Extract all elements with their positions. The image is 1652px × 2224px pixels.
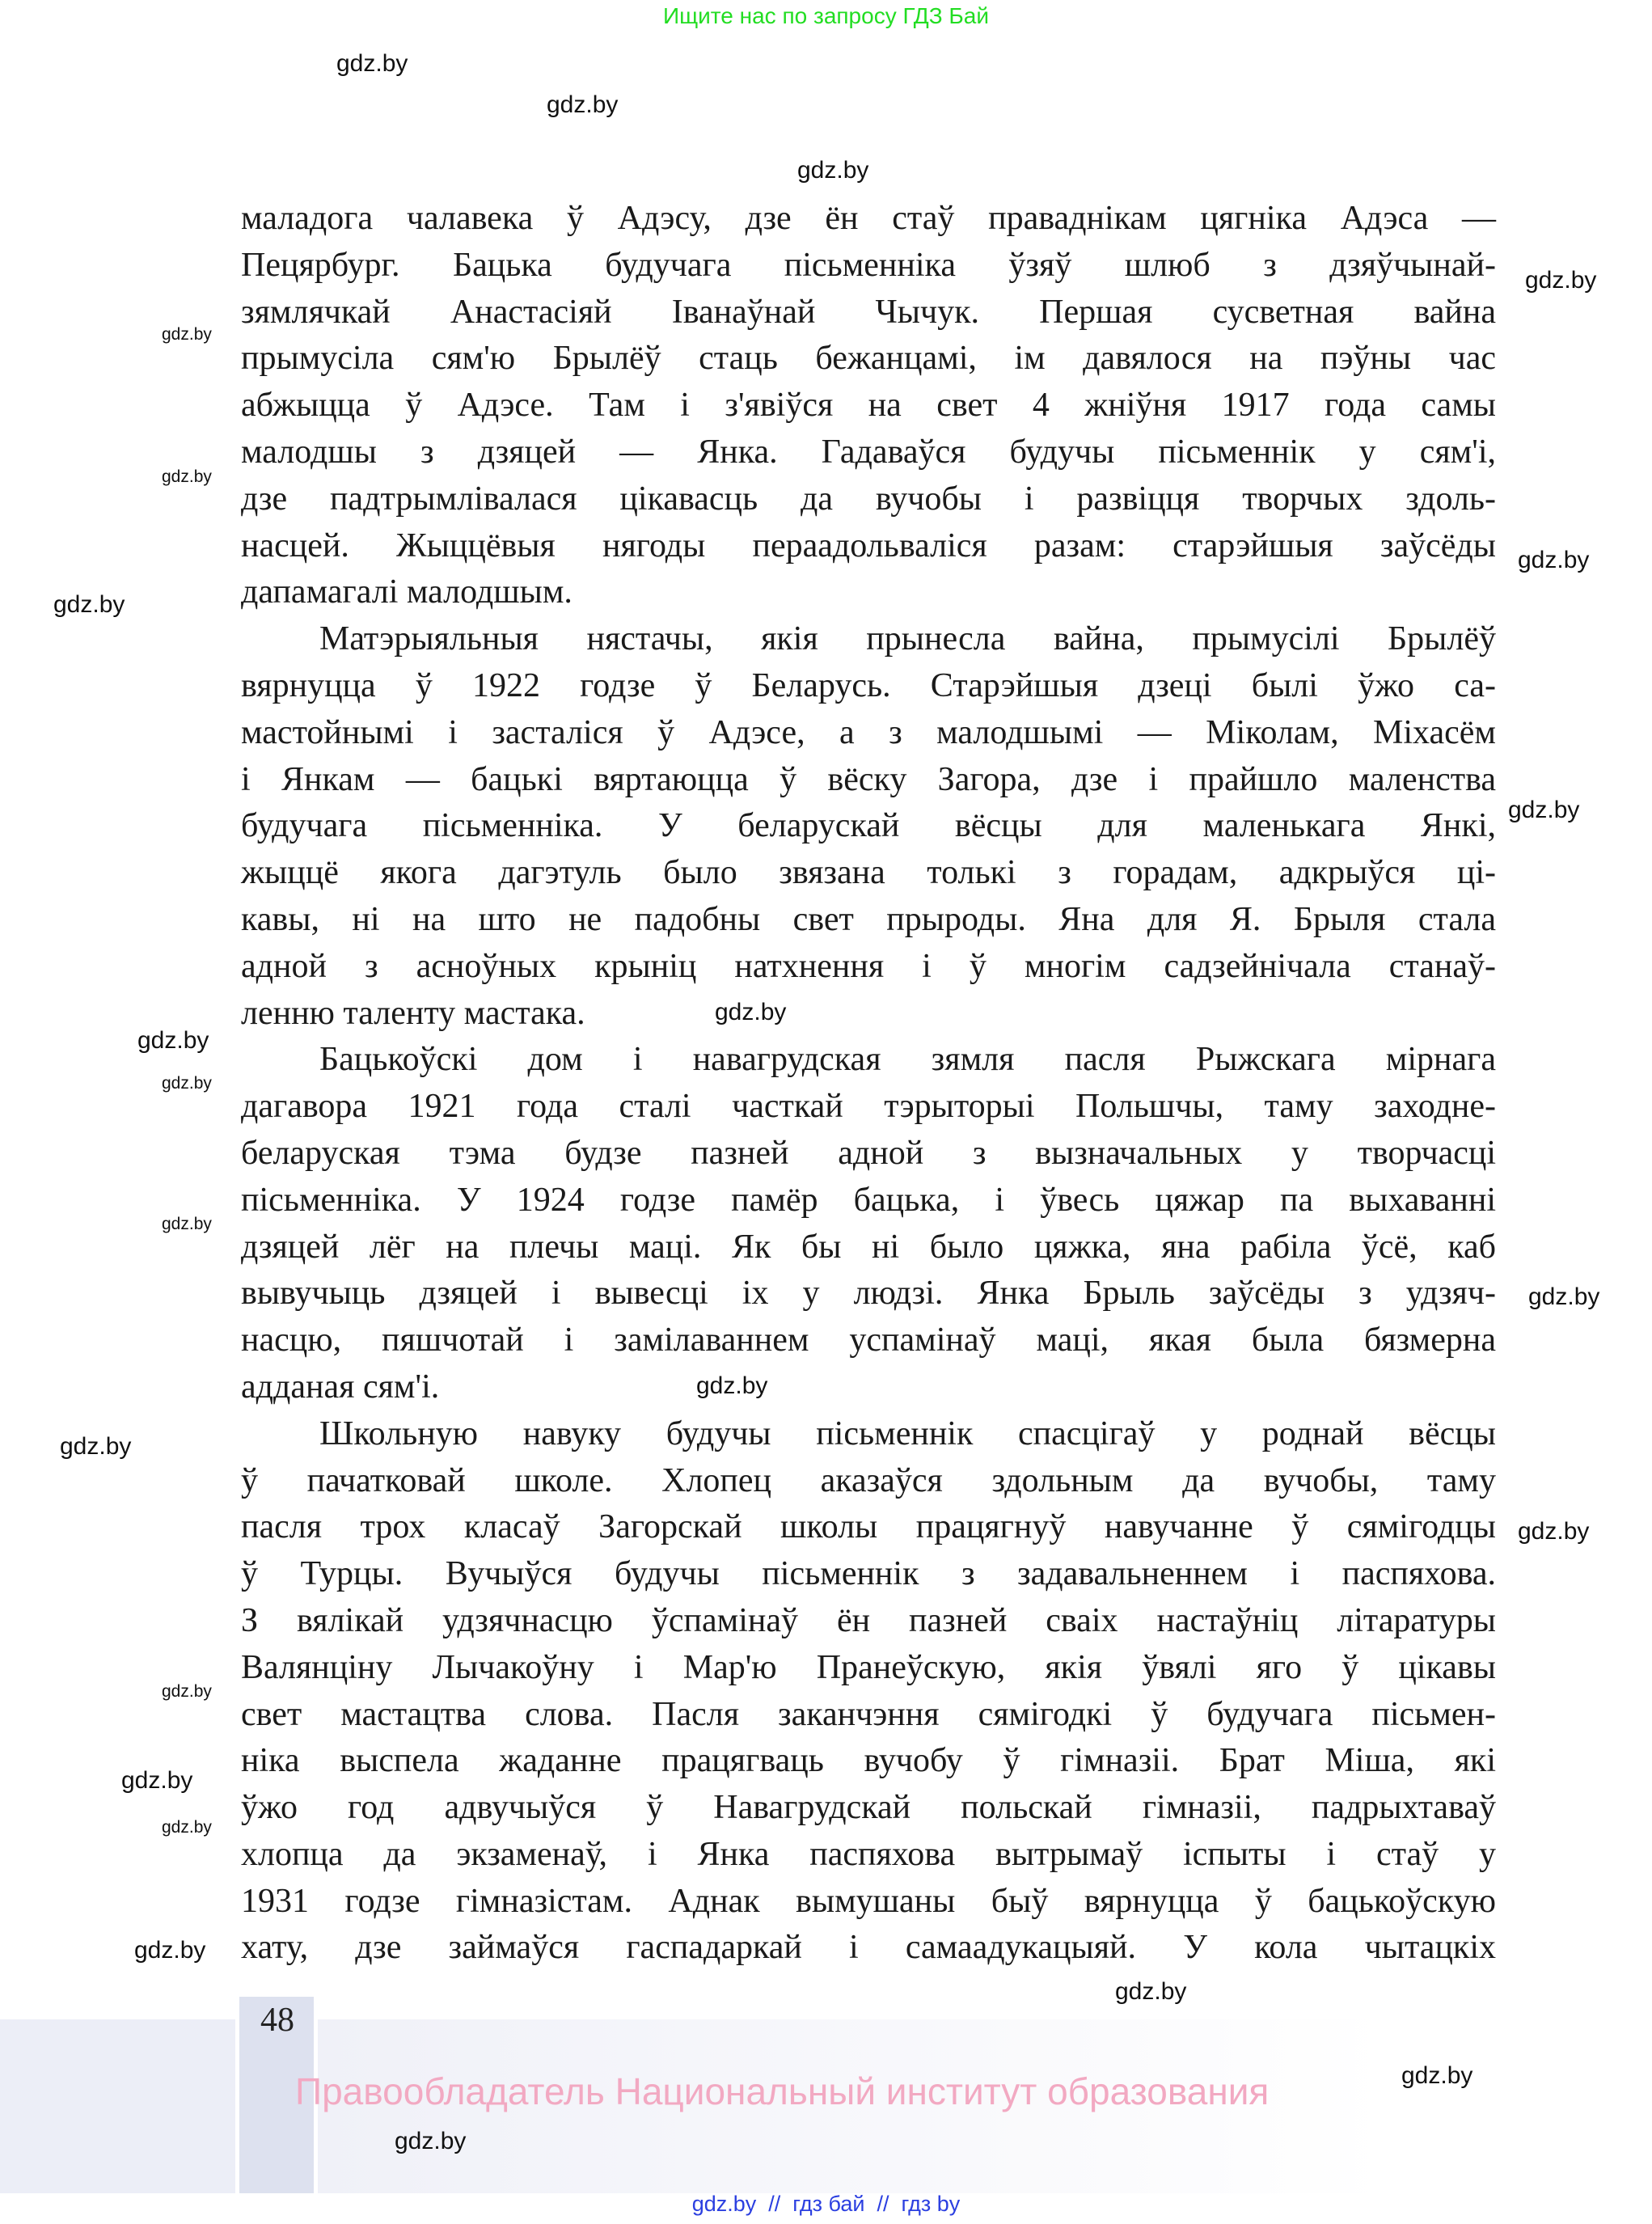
footer-band-left [0, 2019, 235, 2193]
text-line: Школьную навуку будучы пісьменнік спасцігаў у роднай вёсцы [319, 1414, 1496, 1452]
text-line: беларуская тэма будзе пазней адной з вызначальных у творчасці [241, 1134, 1496, 1172]
text-line-row [241, 850, 1496, 897]
gdz-watermark: gdz.by [1518, 1518, 1590, 1545]
text-line-row [241, 757, 1496, 804]
text-line-row [241, 1738, 1496, 1785]
text-line-row [241, 1037, 1496, 1084]
gdz-watermark: gdz.by [162, 1215, 212, 1233]
text-line: вярнуцца ў 1922 годзе ў Беларусь. Старэйшыя дзеці былі ўжо са- [241, 666, 1496, 704]
gdz-watermark: gdz.by [53, 591, 125, 618]
gdz-watermark: gdz.by [1525, 267, 1597, 294]
text-line: ў Турцы. Вучыўся будучы пісьменнік з задавальненнем і паспяхова. [241, 1555, 1496, 1593]
text-line-row [241, 196, 1496, 243]
rights-holder-watermark: Правообладатель Национальный институт образования [295, 2070, 1270, 2112]
text-line: і Янкам — бацькі вяртаюцца ў вёску Загора, дзе і прайшло маленства [241, 760, 1496, 798]
gdz-watermark: gdz.by [162, 325, 212, 344]
text-line-row [241, 663, 1496, 710]
text-line: З вялікай удзячнасцю ўспамінаў ён пазней сваіх настаўніц літаратуры [241, 1601, 1496, 1639]
text-line: дзе падтрымлівалася цікавасць да вучобы і развіцця творчых здоль- [241, 480, 1496, 518]
text-line: адной з асноўных крыніц натхнення і ў многім садзейнічала станаў- [241, 947, 1496, 985]
text-line-row [241, 897, 1496, 944]
gdz-watermark: gdz.by [1115, 1978, 1187, 2005]
text-line-row [241, 1785, 1496, 1832]
gdz-watermark: gdz.by [696, 1372, 768, 1399]
text-line: Бацькоўскі дом і навагрудская зямля пасля Рыжскага мірнага [319, 1041, 1496, 1079]
text-line: Матэрыяльныя нястачы, якія прынесла вайна, прымусілі Брылёў [319, 620, 1496, 658]
gdz-watermark: gdz.by [1508, 797, 1580, 823]
gdz-watermark: gdz.by [1518, 547, 1590, 573]
text-line-row [241, 336, 1496, 383]
text-line: малодшы з дзяцей — Янка. Гадаваўся будучы пісьменнік у сям'і, [241, 433, 1496, 471]
text-line-row [241, 1879, 1496, 1926]
text-line: будучага пісьменніка. У беларускай вёсцы для маленькага Янкі, [241, 807, 1496, 845]
text-line-row [241, 1317, 1496, 1364]
text-line-row [241, 1925, 1496, 1972]
text-line: дапамагалі малодшым. [241, 573, 572, 611]
gdz-watermark: gdz.by [1401, 2062, 1473, 2089]
gdz-watermark: gdz.by [715, 999, 787, 1025]
text-line: ніка выспела жаданне працягваць вучобу ў гімназіі. Брат Міша, які [241, 1742, 1496, 1780]
text-line-row [241, 1692, 1496, 1739]
text-line-row [241, 991, 1496, 1038]
paragraph [241, 1411, 1496, 1972]
text-line-row [241, 1178, 1496, 1224]
text-line: хлопца да экзаменаў, і Янка паспяхова вытрымаў іспыты і стаў у [241, 1835, 1496, 1873]
text-line: Пецярбург. Бацька будучага пісьменніка ўзяў шлюб з дзяўчынай- [241, 246, 1496, 284]
gdz-watermark: gdz.by [336, 50, 408, 77]
text-line-row [241, 243, 1496, 290]
text-line: ленню таленту мастака. [241, 994, 585, 1032]
text-line-row [241, 1131, 1496, 1178]
text-line: насцю, пяшчотай і замілаваннем успамінаў маці, якая была бязмерна [241, 1321, 1496, 1359]
text-line-row [241, 1224, 1496, 1271]
gdz-watermark: gdz.by [60, 1433, 132, 1460]
text-line: прымусіла сям'ю Брылёў стаць бежанцамі, ім давялося на пэўны час [241, 340, 1496, 378]
text-line-row [241, 476, 1496, 523]
text-line-row [241, 1364, 1496, 1411]
text-line-row [241, 710, 1496, 757]
text-line-row [241, 1832, 1496, 1879]
footer-links[interactable]: gdz.by // гдз бай // гдз by [691, 2192, 961, 2216]
text-line-row [241, 1598, 1496, 1645]
gdz-watermark: gdz.by [134, 1937, 206, 1964]
paragraph [241, 196, 1496, 616]
gdz-watermark: gdz.by [395, 2128, 467, 2154]
page-number: 48 [260, 2002, 294, 2039]
text-line: адданая сям'і. [241, 1368, 440, 1406]
body-text [241, 196, 1496, 1972]
text-line: дагавора 1921 года сталі часткай тэрыторыі Польшчы, таму заходне- [241, 1088, 1496, 1126]
text-line-row [241, 1411, 1496, 1458]
text-line-row [241, 616, 1496, 663]
paragraph [241, 616, 1496, 1037]
text-line-row [241, 1271, 1496, 1317]
text-line: кавы, ні на што не падобны свет прыроды. Яна для Я. Брыля стала [241, 900, 1496, 938]
gdz-watermark: gdz.by [1528, 1283, 1600, 1310]
text-line: насцей. Жыццёвыя нягоды пераадольваліся разам: старэйшыя заўсёды [241, 526, 1496, 564]
text-line: пасля трох класаў Загорскай школы працягнуў навучанне ў сямігодцы [241, 1508, 1496, 1546]
text-line: ўжо год адвучыўся ў Навагрудскай польскай гімназіі, падрыхтаваў [241, 1789, 1496, 1827]
text-line: хату, дзе займаўся гаспадаркай і самаадукацыяй. У кола чытацкіх [241, 1929, 1496, 1967]
search-hint-banner: Ищите нас по запросу ГДЗ Бай [662, 3, 990, 28]
text-line: Валянціну Лычакоўну і Мар'ю Пранеўскую, якія ўвялі яго ў цікавы [241, 1648, 1496, 1686]
gdz-watermark: gdz.by [547, 91, 619, 118]
gdz-watermark: gdz.by [121, 1767, 193, 1794]
text-line-row [241, 429, 1496, 476]
text-line: дзяцей лёг на плечы маці. Як бы ні было цяжка, яна рабіла ўсё, каб [241, 1228, 1496, 1266]
text-line: зямлячкай Анастасіяй Іванаўнай Чычук. Першая сусветная вайна [241, 293, 1496, 331]
gdz-watermark: gdz.by [137, 1027, 209, 1054]
text-line: 1931 годзе гімназістам. Аднак вымушаны быў вярнуцца ў бацькоўскую [241, 1882, 1496, 1920]
gdz-watermark: gdz.by [797, 157, 869, 184]
text-line-row [241, 944, 1496, 991]
text-line-row [241, 290, 1496, 336]
gdz-watermark: gdz.by [162, 467, 212, 486]
gdz-watermark: gdz.by [162, 1682, 212, 1701]
text-line: вывучыць дзяцей і вывесці іх у людзі. Янка Брыль заўсёды з удзяч- [241, 1275, 1496, 1313]
text-line-row [241, 1458, 1496, 1505]
text-line-row [241, 569, 1496, 616]
text-line-row [241, 383, 1496, 429]
gdz-watermark: gdz.by [162, 1074, 212, 1093]
paragraph [241, 1037, 1496, 1410]
text-line-row [241, 523, 1496, 570]
text-line-row [241, 1645, 1496, 1692]
text-line: жыццё якога дагэтуль было звязана толькі з горадам, адкрыўся ці- [241, 854, 1496, 892]
gdz-watermark: gdz.by [162, 1818, 212, 1837]
text-line-row [241, 1504, 1496, 1551]
text-line-row [241, 803, 1496, 850]
text-line: пісьменніка. У 1924 годзе памёр бацька, і ўвесь цяжар па выхаванні [241, 1181, 1496, 1219]
text-line: абжыцца ў Адэсе. Там і з'явіўся на свет 4 жніўня 1917 года самы [241, 387, 1496, 425]
text-line-row [241, 1084, 1496, 1131]
text-line: свет мастацтва слова. Пасля заканчэння сямігодкі ў будучага пісьмен- [241, 1695, 1496, 1733]
text-line: маладога чалавека ў Адэсу, дзе ён стаў праваднікам цягніка Адэса — [241, 200, 1496, 237]
text-line: ў пачатковай школе. Хлопец аказаўся здольным да вучобы, таму [241, 1461, 1496, 1499]
text-line-row [241, 1551, 1496, 1598]
text-line: мастойнымі і засталіся ў Адэсе, а з малодшымі — Міколам, Міхасём [241, 713, 1496, 751]
